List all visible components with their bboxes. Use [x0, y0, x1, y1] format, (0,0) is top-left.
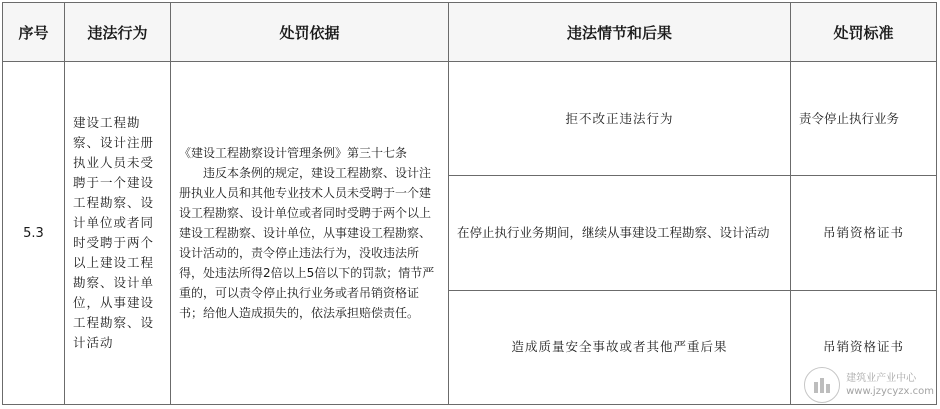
header-row: [3, 3, 937, 62]
table-row: [3, 62, 937, 176]
cell-standard-3: 吊销资格证书: [791, 290, 937, 404]
basis-body: 违反本条例的规定，建设工程勘察、设计注册执业人员和其他专业技术人员未受聘于一个建设工程勘察、设计单位或者同时受聘于两个以上建设工程勘察、设计单位，从事建设工程勘察、设计活动的，责令停止违法行为，没收违法所得，处违法所得2倍以上5倍以下的罚款；情节严重的，可以责令停止执行业务或者吊销资格证书；给他人造成损失的，依法承担赔偿责任。: [179, 166, 435, 320]
header-action: 违法行为: [65, 3, 171, 62]
cell-action: 建设工程勘察、设计注册执业人员未受聘于一个建设工程勘察、设计单位或者同时受聘于两个以上建设工程勘察、设计单位，从事建设工程勘察、设计活动: [65, 62, 171, 405]
watermark-logo-icon: [804, 367, 840, 403]
cell-circumstance-3: 造成质量安全事故或者其他严重后果: [449, 290, 791, 404]
header-standard: 处罚标准: [791, 3, 937, 62]
basis-title: 《建设工程勘察设计管理条例》第三十七条: [179, 146, 408, 160]
cell-standard-1: 责令停止执行业务: [791, 62, 937, 176]
watermark: [804, 367, 934, 403]
penalty-table: [2, 2, 937, 405]
cell-seq: 5.3: [3, 62, 65, 405]
cell-circumstance-2: 在停止执行业务期间，继续从事建设工程勘察、设计活动: [449, 176, 791, 290]
cell-circumstance-1: 拒不改正违法行为: [449, 62, 791, 176]
header-seq: 序号: [3, 3, 65, 62]
cell-basis: [171, 62, 449, 405]
watermark-name: 建筑业产业中心: [846, 373, 917, 384]
header-circumstance: 违法情节和后果: [449, 3, 791, 62]
watermark-url: www.jzycyzx.com: [846, 386, 934, 397]
cell-standard-2: 吊销资格证书: [791, 176, 937, 290]
header-basis: 处罚依据: [171, 3, 449, 62]
